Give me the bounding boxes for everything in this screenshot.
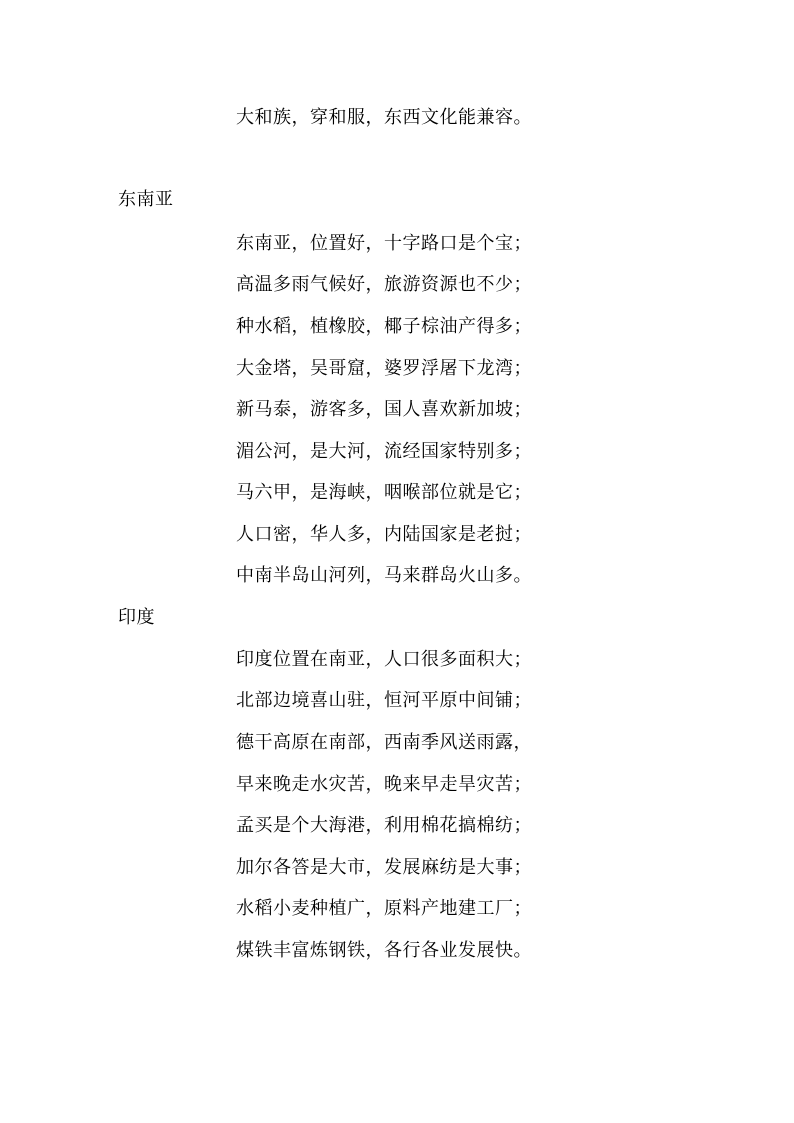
verse-line: 中南半岛山河列，马来群岛火山多。 [236,565,532,586]
verse-line: 孟买是个大海港，利用棉花搞棉纺； [236,815,532,836]
verse-line: 新马泰，游客多，国人喜欢新加坡； [236,399,532,420]
section-heading-southeast-asia: 东南亚 [118,189,174,210]
verse-line: 马六甲，是海峡，咽喉部位就是它； [236,482,532,503]
verse-line: 德干高原在南部，西南季风送雨露， [236,732,532,753]
verse-line: 高温多雨气候好，旅游资源也不少； [236,274,532,295]
verse-line: 湄公河，是大河，流经国家特别多； [236,441,532,462]
verse-line: 人口密，华人多，内陆国家是老挝； [236,524,532,545]
verse-line: 煤铁丰富炼钢铁，各行各业发展快。 [236,940,532,961]
verse-line: 加尔各答是大市，发展麻纺是大事； [236,857,532,878]
verse-line: 水稻小麦种植广，原料产地建工厂； [236,898,532,919]
verse-line: 大金塔，吴哥窟，婆罗浮屠下龙湾； [236,358,532,379]
verse-line: 早来晚走水灾苦，晚来早走旱灾苦； [236,774,532,795]
verse-line: 北部边境喜山驻，恒河平原中间铺； [236,690,532,711]
verse-line: 印度位置在南亚，人口很多面积大； [236,649,532,670]
verse-line: 东南亚，位置好，十字路口是个宝； [236,233,532,254]
intro-verse-line: 大和族，穿和服，东西文化能兼容。 [236,107,532,128]
verse-line: 种水稻，植橡胶，椰子棕油产得多； [236,316,532,337]
section-heading-india: 印度 [118,607,155,628]
